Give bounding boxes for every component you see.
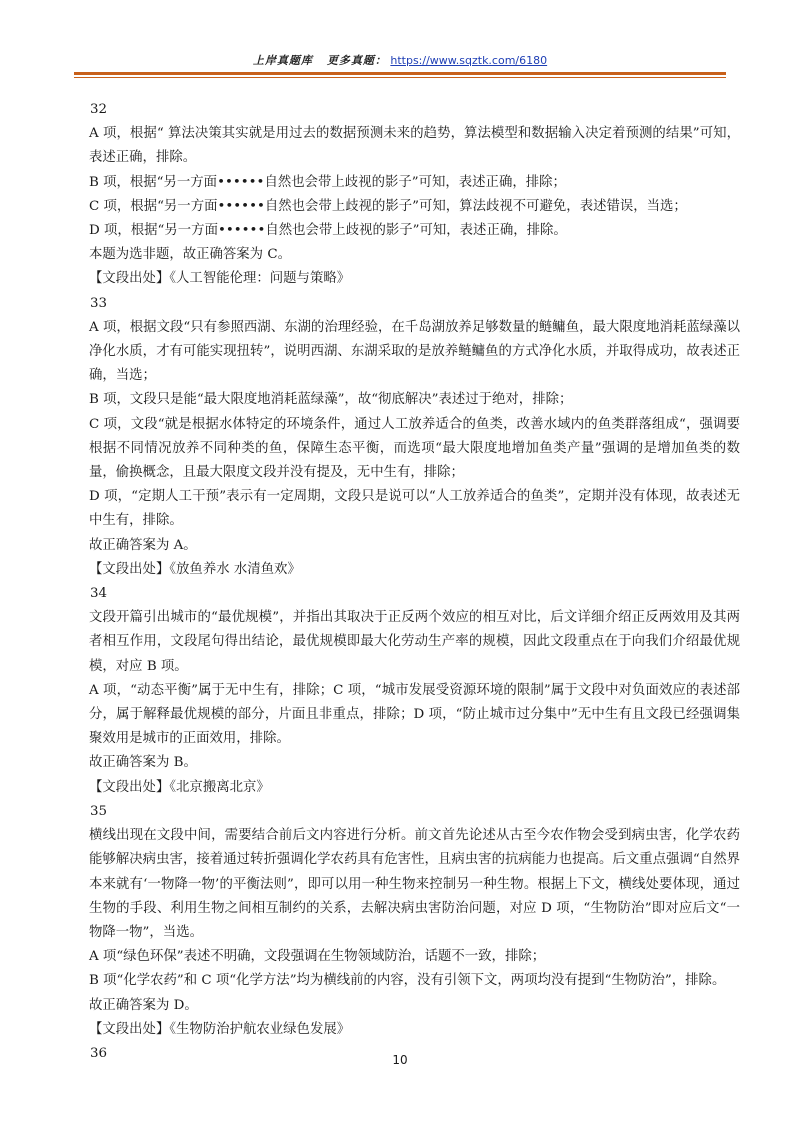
source-line: 【文段出处】《人工智能伦理：问题与策略》 (89, 271, 351, 287)
paragraph: A 项，“动态平衡”属于无中生有，排除；C 项，“城市发展受资源环境的限制”属于文段中对负面效应的表述部分，属于解释最优规模的部分，片面且非重点，排除；D 项，“防止城市过分集中”无中生有且文段已经强调集聚效用是城市的正面效用，排除。 (89, 682, 740, 747)
paragraph: A 项，根据文段“只有参照西湖、东湖的治理经验，在千岛湖放养足够数量的鲢鳙鱼，最大限度地消耗蓝绿藻以净化水质，才有可能实现扭转”，说明西湖、东湖采取的是放养鲢鳙鱼的方式净化水质，并取得成功，故表述正确，当选； (89, 319, 740, 384)
paragraph: 横线出现在文段中间，需要结合前后文内容进行分析。前文首先论述从古至今农作物会受到病虫害，化学农药能够解决病虫害，接着通过转折强调化学农药具有危害性，且病虫害的抗病能力也提高。后文重点强调“自然界本来就有‘一物降一物’的平衡法则”，即可以用一种生物来控制另一种生物。根据上下文，横线处要体现，通过生物的手段、利用生物之间相互制约的关系，去解决病虫害防治问题，对应 D 项，“生物防治”即对应后文“一物降一物”，当选。 (89, 828, 740, 940)
paragraph: B 项“化学农药”和 C 项“化学方法”均为横线前的内容，没有引领下文，两项均没有提到“生物防治”，排除。 (89, 973, 726, 989)
page-header (0, 52, 800, 68)
source-line: 【文段出处】《北京搬离北京》 (89, 779, 270, 795)
header-divider-thin (74, 77, 726, 78)
question-number: 32 (90, 102, 108, 117)
answer-line: 故正确答案为 D。 (89, 997, 198, 1013)
header-divider-thick (74, 72, 726, 75)
paragraph: A 项“绿色环保”表述不明确，文段强调在生物领域防治，话题不一致，排除； (89, 949, 546, 965)
question-number: 36 (90, 1045, 108, 1061)
paragraph: B 项，根据“另一方面••••••自然也会带上歧视的影子”可知，表述正确，排除； (89, 174, 566, 190)
header-label: 更多真题： (326, 54, 387, 67)
paragraph: D 项，“定期人工干预”表示有一定周期，文段只是说可以“人工放养适合的鱼类”，定期并没有体现，故表述无中生有，排除。 (89, 489, 740, 529)
paragraph: 文段开篇引出城市的“最优规模”，并指出其取决于正反两个效应的相互对比，后文详细介绍正反两效用及其两者相互作用，文段尾句得出结论，最优规模即最大化劳动生产率的规模，因此文段重点在于向我们介绍最优规模，对应 B 项。 (89, 610, 740, 674)
source-line: 【文段出处】《放鱼养水 水清鱼欢》 (89, 561, 301, 577)
question-number: 33 (90, 295, 108, 311)
page-body (88, 98, 740, 1066)
question-number: 35 (90, 803, 108, 819)
answer-line: 本题为选非题，故正确答案为 C。 (89, 247, 291, 263)
header-brand: 上岸真题库 (252, 54, 313, 67)
paragraph: D 项，根据“另一方面••••••自然也会带上歧视的影子”可知，表述正确，排除。 (89, 223, 567, 239)
source-line: 【文段出处】《生物防治护航农业绿色发展》 (89, 1021, 351, 1037)
paragraph: B 项，文段只是能“最大限度地消耗蓝绿藻”，故“彻底解决”表述过于绝对，排除； (89, 392, 573, 408)
header-link[interactable]: https://www.sqztk.com/6180 (390, 54, 548, 67)
page-number: 10 (392, 1053, 408, 1067)
paragraph: C 项，文段“就是根据水体特定的环境条件，通过人工放养适合的鱼类，改善水域内的鱼类群落组成“，强调要根据不同情况放养不同种类的鱼，保障生态平衡，而选项“最大限度地增加鱼类产量”强调的是增加鱼类的数量，偷换概念，且最大限度文段并没有提及，无中生有，排除； (89, 416, 740, 481)
question-number: 34 (90, 586, 108, 602)
answer-line: 故正确答案为 A。 (89, 537, 197, 553)
paragraph: C 项，根据“另一方面••••••自然也会带上歧视的影子”可知，算法歧视不可避免，表述错误，当选； (89, 198, 687, 214)
paragraph: A 项，根据“ 算法决策其实就是用过去的数据预测未来的趋势，算法模型和数据输入决定着预测的结果”可知，表述正确，排除。 (89, 126, 740, 166)
answer-line: 故正确答案为 B。 (89, 755, 197, 771)
